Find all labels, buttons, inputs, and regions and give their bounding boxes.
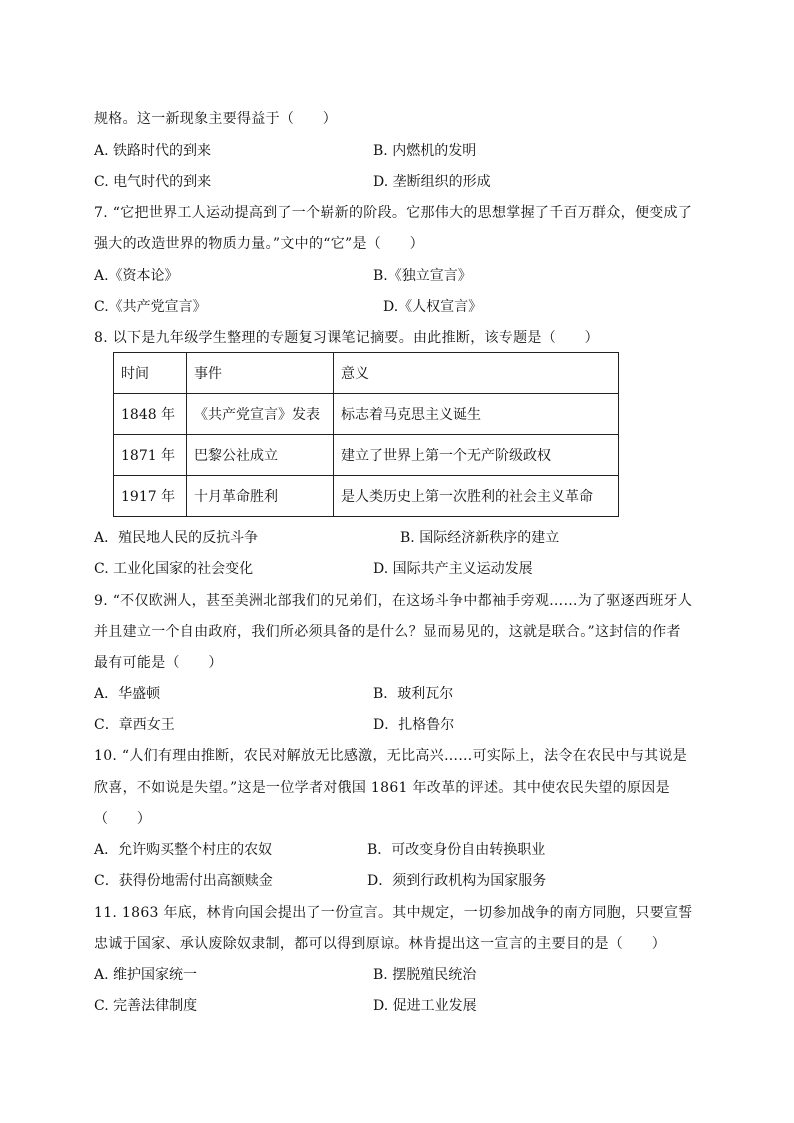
q11-options-row-2 [94,995,714,1015]
q10-options-row-1 [94,839,714,859]
q11-stem-line-2: 忠诚于国家、承认废除奴隶制，都可以得到原谅。林肯提出这一宣言的主要目的是（ ） [94,936,666,952]
q11-option-b: B. 摆脱殖民统治 [373,967,477,983]
q11-option-a: A. 维护国家统一 [94,967,198,983]
q8-options-row-1 [94,527,714,547]
table-cell: 十月革命胜利 [187,476,334,517]
q9-option-c: C．章西女王 [94,717,175,733]
q11-option-c: C. 完善法律制度 [94,998,198,1014]
q6-stem: 规格。这一新现象主要得益于（ ） [94,111,338,127]
q7-option-b: B.《独立宣言》 [373,268,472,284]
q10-stem-line-1: 10. “人们有理由推断，农民对解放无比感激，无比高兴……可实际上，法令在农民中与其说是 [94,748,688,764]
q10-options-row-2 [94,870,714,890]
table-cell: 1848 年 [114,394,187,435]
table-cell: 建立了世界上第一个无产阶级政权 [334,435,619,476]
q7-stem-line-2: 强大的改造世界的物质力量。”文中的“它”是（ ） [94,236,424,252]
q7-option-c: C.《共产党宣言》 [94,299,207,315]
q10-option-d: D．须到行政机构为国家服务 [367,873,547,889]
q6-option-b: B. 内燃机的发明 [373,143,477,159]
table-header-cell: 时间 [114,353,187,394]
q7-option-d: D.《人权宣言》 [383,299,483,315]
q7-options-row-1 [94,265,714,285]
table-cell: 1917 年 [114,476,187,517]
table-cell: 1871 年 [114,435,187,476]
table-cell: 标志着马克思主义诞生 [334,394,619,435]
q9-option-b: B．玻利瓦尔 [373,686,454,702]
q8-options-row-2 [94,558,714,578]
q9-options-row-2 [94,714,714,734]
table-row [114,476,619,517]
q9-option-d: D．扎格鲁尔 [373,717,455,733]
table-header-cell: 事件 [187,353,334,394]
q11-options-row-1 [94,964,714,984]
table-row [114,394,619,435]
q8-option-d: D. 国际共产主义运动发展 [373,561,533,577]
q10-option-c: C．获得份地需付出高额赎金 [94,873,273,889]
table-row [114,435,619,476]
q8-option-b: B. 国际经济新秩序的建立 [400,530,560,546]
q8-option-c: C. 工业化国家的社会变化 [94,561,254,577]
q9-option-a: A．华盛顿 [94,686,161,702]
q10-stem-line-2: 欣喜，不如说是失望。”这是一位学者对俄国 1861 年改革的评述。其中使农民失望的原因是 [94,780,670,796]
q7-option-a: A.《资本论》 [94,268,179,284]
q6-option-c: C. 电气时代的到来 [94,174,212,190]
table-cell: 是人类历史上第一次胜利的社会主义革命 [334,476,619,517]
q6-options-row-1 [94,140,714,160]
q9-stem-line-2: 并且建立一个自由政府，我们所必须具备的是什么？显而易见的，这就是联合。”这封信的作者 [94,624,681,640]
q9-stem-line-3: 最有可能是（ ） [94,655,223,671]
table-header-cell: 意义 [334,353,619,394]
q7-options-row-2 [94,296,714,316]
q9-options-row-1 [94,683,714,703]
table-cell: 巴黎公社成立 [187,435,334,476]
q8-option-a: A．殖民地人民的反抗斗争 [94,530,259,546]
q11-option-d: D. 促进工业发展 [373,998,477,1014]
q8-stem: 8. 以下是九年级学生整理的专题复习课笔记摘要。由此推断，该专题是（ ） [94,330,599,346]
q10-option-b: B．可改变身份自由转换职业 [367,842,546,858]
table-cell: 《共产党宣言》发表 [187,394,334,435]
q11-stem-line-1: 11. 1863 年底，林肯向国会提出了一份宣言。其中规定，一切参加战争的南方同胞，只要宣誓 [94,905,693,921]
q6-options-row-2 [94,171,714,191]
q9-stem-line-1: 9. “不仅欧洲人，甚至美洲北部我们的兄弟们，在这场斗争中都袖手旁观……为了驱逐西班牙人 [94,593,693,609]
q8-notes-table [113,352,619,517]
q10-stem-line-3: （ ） [94,811,152,827]
q6-option-d: D. 垄断组织的形成 [373,174,491,190]
q10-option-a: A．允许购买整个村庄的农奴 [94,842,273,858]
q7-stem-line-1: 7. “它把世界工人运动提高到了一个崭新的阶段。它那伟大的思想掌握了千百万群众，便变成了 [94,205,693,221]
q6-option-a: A. 铁路时代的到来 [94,143,212,159]
table-header-row [114,353,619,394]
